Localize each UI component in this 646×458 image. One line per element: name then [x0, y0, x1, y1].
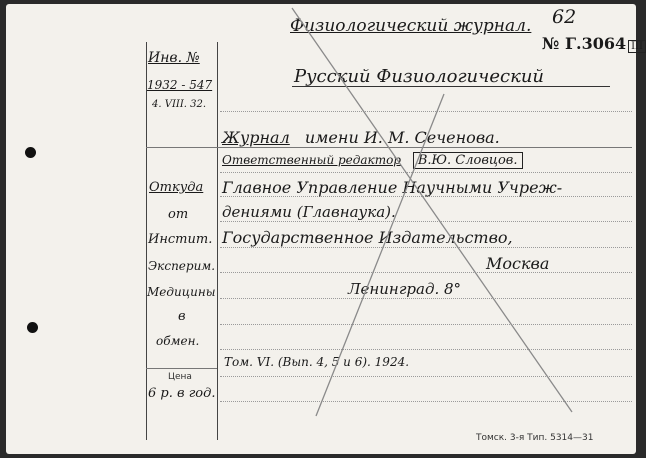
city-moscow: Москва — [486, 254, 550, 273]
inventory-date: 4. VIII. 32. — [152, 99, 207, 110]
title-dedication: имени И. М. Сеченова. — [304, 128, 500, 147]
corner-number: 62 — [552, 6, 577, 28]
source-line: Инстит. — [148, 232, 213, 247]
title-word-journal: Журнал — [222, 128, 290, 147]
source-line: обмен. — [156, 334, 200, 348]
publisher-line-2: дениями (Главнаука). — [222, 203, 396, 221]
inventory-number: 1932 - 547 — [147, 78, 213, 92]
volume-line: Том. VI. (Вып. 4, 5 и 6). 1924. — [224, 355, 410, 369]
publisher-line-3: Государственное Издательство, — [222, 228, 513, 247]
inventory-label: Инв. № — [148, 50, 200, 66]
source-line: от — [168, 207, 189, 222]
source-line: Медицины — [147, 285, 216, 299]
editor-label: Ответственный редактор — [222, 153, 401, 167]
price-label: Цена — [168, 372, 192, 382]
source-line: в — [178, 309, 186, 324]
source-line: Откуда — [149, 180, 204, 195]
publisher-line-1: Главное Управление Научными Учреж- — [222, 178, 563, 197]
price-value: 6 р. в год. — [148, 386, 216, 401]
city-leningrad: Ленинград. 8° — [348, 280, 462, 298]
cross-out-mark — [6, 4, 636, 454]
source-line: Эксперим. — [148, 259, 216, 273]
journal-heading: Физиологический журнал. — [290, 16, 532, 36]
title-line-1: Русский Физиологический — [294, 66, 545, 87]
catalog-number-suffix: III — [628, 40, 646, 53]
catalog-number-main: № Г.3064 — [542, 34, 627, 53]
editor-name: В.Ю. Словцов. — [413, 152, 523, 169]
catalog-card — [6, 4, 643, 454]
printer-note: Томск. 3-я Тип. 5314—31 — [476, 433, 594, 443]
